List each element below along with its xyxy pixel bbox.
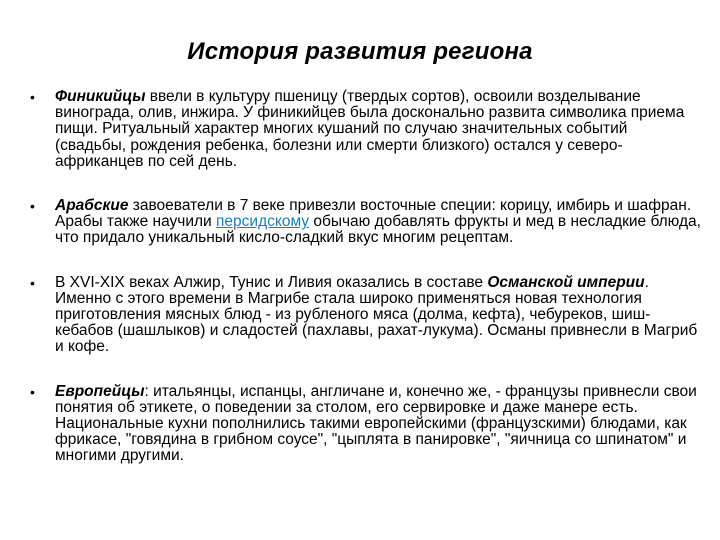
bullet-marker: • bbox=[30, 274, 35, 291]
slide-title: История развития региона bbox=[187, 38, 533, 65]
bullet-lead: Европейцы bbox=[55, 382, 145, 400]
bullet-marker: • bbox=[30, 89, 35, 105]
bullet-text: . Именно с этого времени в Магрибе стала широко применяться новая технология приготовления мясных блюд - из рубленого мяса (долма, кефта), чебуреков, шиш-кебабов (шашлыков) и сладостей (пахлавы, рахат-лукума). Османы привнесли в Магриб и кофе. bbox=[55, 273, 698, 356]
bullet-marker: • bbox=[30, 198, 35, 215]
bullet-text: завоеватели в 7 веке привезли восточные специи: корицу, имбирь и шафран. Арабы также научили bbox=[55, 197, 692, 231]
bullet-lead: Финикийцы bbox=[55, 88, 146, 105]
bullet-text: В XVI-XIX веках Алжир, Тунис и Ливия оказались в составе bbox=[55, 273, 488, 291]
bullet-arabs bbox=[30, 198, 702, 247]
bullet-ottomans bbox=[30, 275, 702, 356]
bullet-phoenicians bbox=[30, 89, 702, 170]
bullet-text: : итальянцы, испанцы, англичане и, конечно же, - французы привнесли свои понятия об этикете, о поведении за столом, его сервировке и даже манере есть. Национальные кухни пополнились такими европейскими (французскими) блюдами, как фрикасе, "говядина в грибном соусе", "цыплята в панировке", "яичница со шпинатом" и многими другими. bbox=[55, 382, 697, 465]
bullet-list bbox=[30, 89, 702, 465]
bullet-lead: Арабские bbox=[55, 197, 129, 215]
bullet-emphasis: Османской империи bbox=[487, 273, 645, 291]
bullet-marker: • bbox=[30, 383, 35, 400]
bullet-text: ввели в культуру пшеницу (твердых сортов), освоили возделывание винограда, олив, инжира. У финикийцев была досконально развита символика приема пищи. Ритуальный характер многих кушаний по случаю значительных событий (свадьбы, рождения ребенка, болезни или смерти близкого) остался у северо-африканцев по сей день. bbox=[55, 88, 685, 170]
bullet-text: обычаю добавлять фрукты и мед в несладкие блюда, что придало уникальный кисло-сладкий вкус многим рецептам. bbox=[55, 213, 701, 247]
bullet-europeans bbox=[30, 384, 702, 465]
persian-link[interactable]: персидскому bbox=[216, 213, 310, 231]
